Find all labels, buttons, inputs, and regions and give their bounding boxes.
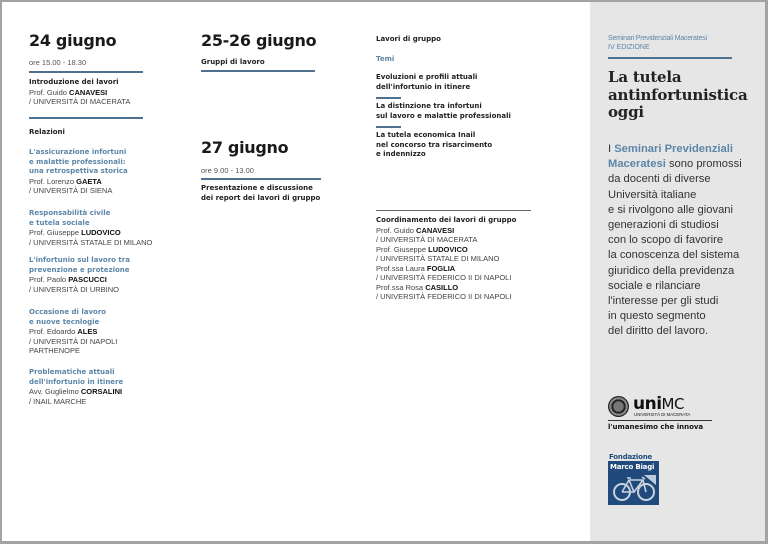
fmb-line2: Marco Biagi [610,463,655,471]
talk-affiliation: PARTHENOPE [29,346,80,355]
talk-item: L'infortunio sul lavoro tra prevenzione e protezione Prof. Paolo PASCUCCI / UNIVERSITÀ DI URBINO [29,256,130,294]
coordinator-affiliation: / UNIVERSITÀ FEDERICO II DI NAPOLI [376,292,512,301]
talk-affiliation: / UNIVERSITÀ DI NAPOLI [29,336,118,346]
talk-speaker: Prof. Lorenzo GAETA [29,176,102,186]
themes-label: Temi [376,55,395,63]
talk-speaker: Prof. Giuseppe LUDOVICO [29,228,121,237]
intro-affiliation: / UNIVERSITÀ DI MACERATA [29,97,131,106]
day2-subtitle: Gruppi di lavoro [201,58,265,66]
talk-item: L'assicurazione infortuni e malattie professionali: una retrospettiva storica Prof. Lorenzo GAETA / UNIVERSITÀ DI SIENA [29,148,128,195]
coordinator-name: Prof. Guido CANAVESI [376,225,455,235]
coordination-block [376,216,516,302]
talk-affiliation: / UNIVERSITÀ DI SIENA [29,186,113,195]
coordination-rule [376,210,531,211]
theme-item: La distinzione tra infortuni sul lavoro e malattie professionali [376,102,511,120]
coordinator-name: Prof.ssa Laura FOGLIA [376,263,456,273]
university-seal-icon [608,396,629,417]
fondazione-marco-biagi-logo [608,453,659,505]
series-name: Seminari Previdenziali Maceratesi [608,35,707,42]
day3-time: ore 9.00 - 13.00 [201,166,254,175]
coordinator-affiliation: / UNIVERSITÀ STATALE DI MILANO [376,254,500,263]
talk-affiliation: / UNIVERSITÀ DI URBINO [29,284,120,294]
unimc-rule [608,420,712,421]
coordination-heading: Coordinamento dei lavori di gruppo [376,216,517,224]
workgroups-heading: Lavori di gruppo [376,35,441,43]
unimc-logo [608,396,712,436]
talk-item: Occasione di lavoro e nuove tecnlogie Prof. Edoardo ALES / UNIVERSITÀ DI NAPOLI PARTHENOPE [29,308,118,355]
talk-item: Responsabilità civile e tutela sociale Prof. Giuseppe LUDOVICO / UNIVERSITÀ STATALE DI MILANO [29,209,153,247]
theme-item: La tutela economica Inail nel concorso tra risarcimento e indennizzo [376,131,493,158]
intro-speaker: Prof. Guido CANAVESI [29,87,108,97]
fmb-line1: Fondazione [608,453,659,461]
talk-item: Problematiche attuali dell'infortunio in itinere Avv. Guglielmo CORSALINI / INAIL MARCHE [29,368,124,406]
talk-speaker: Avv. Guglielmo CORSALINI [29,387,123,396]
series-header [608,35,707,52]
series-highlight: Seminari Previdenziali [614,143,733,155]
day1-rule-2 [29,117,143,119]
theme-divider [376,97,401,99]
unimc-subtitle: UNIVERSITÀ DI MACERATA [634,412,691,417]
theme-divider [376,126,401,128]
relazioni-label: Relazioni [29,128,65,136]
day1-date: 24 giugno [29,31,117,50]
talk-affiliation: / UNIVERSITÀ STATALE DI MILANO [29,237,153,247]
day3-date: 27 giugno [201,138,289,157]
day3-subtitle: Presentazione e discussione dei report dei lavori di gruppo [201,184,321,202]
coordinator-name: Prof.ssa Rosa CASILLO [376,282,459,292]
bicycle-icon [612,475,656,501]
talk-affiliation: / INAIL MARCHE [29,396,87,406]
talk-speaker: Prof. Paolo PASCUCCI [29,275,107,284]
series-highlight: Maceratesi [608,158,666,171]
unimc-motto: l'umanesimo che innova [608,423,704,431]
theme-item: Evoluzioni e profili attuali dell'infortunio in itinere [376,73,478,91]
day3-rule [201,178,321,180]
cover-description: I Seminari Previdenziali Maceratesi sono promossi da docenti di diverse Università italiane e si rivolgono alle giovani generazioni di studiosi con lo scopo di favorire la conoscenza del sistema giuridico della previdenza sociale e rilanciare l'interesse per gli studi in questo segmento del diritto del lavoro. [608,143,742,338]
cover-title: La tutela antinfortunistica oggi [608,68,748,121]
day1-time: ore 15.00 - 18.30 [29,58,87,67]
day2-date: 25-26 giugno [201,31,317,50]
intro-title: Introduzione dei lavori [29,78,119,86]
cover-rule [608,57,732,59]
unimc-wordmark: uniMC [633,394,684,414]
day2-rule [201,70,315,72]
day1-rule-1 [29,71,143,73]
day1-intro [29,78,130,107]
coordinator-affiliation: / UNIVERSITÀ DI MACERATA [376,235,478,244]
talk-speaker: Prof. Edoardo ALES [29,327,98,336]
edition-label: IV EDIZIONE [608,43,650,51]
coordinator-name: Prof. Giuseppe LUDOVICO [376,244,468,254]
coordinator-affiliation: / UNIVERSITÀ FEDERICO II DI NAPOLI [376,273,512,282]
